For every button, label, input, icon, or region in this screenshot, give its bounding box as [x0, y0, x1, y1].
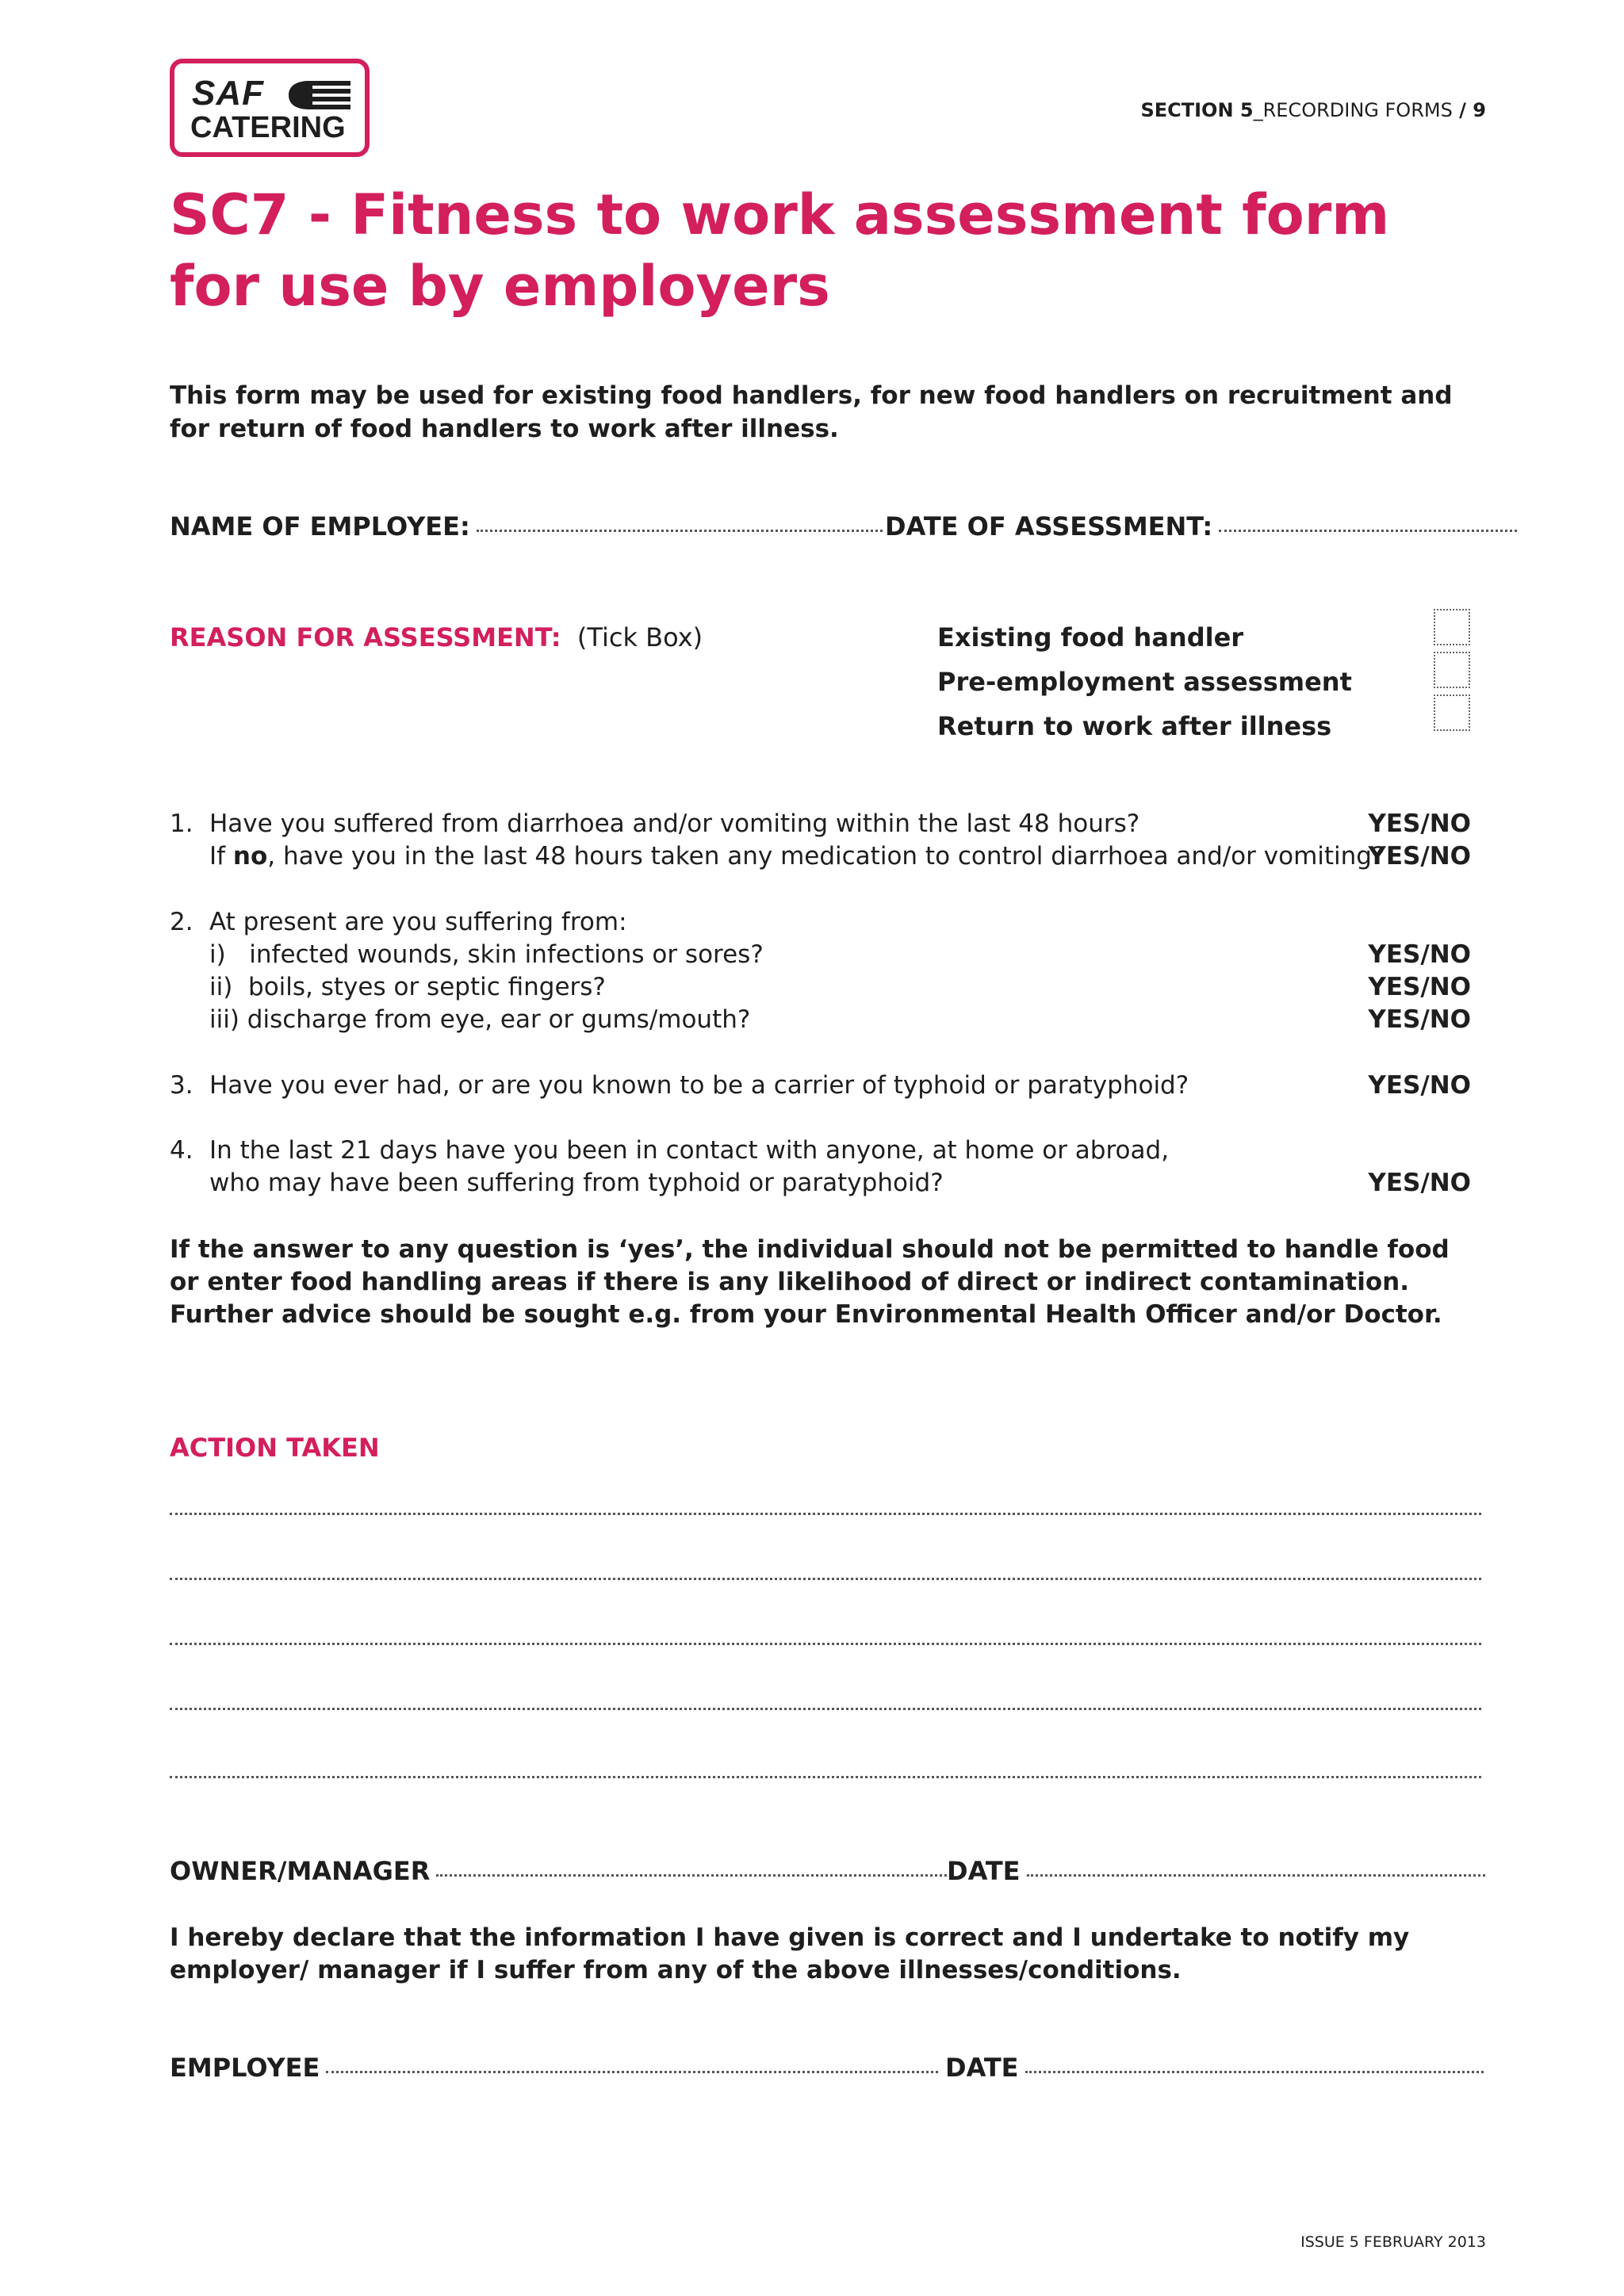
- action-line[interactable]: [170, 1776, 1481, 1778]
- question-1-followup-answer[interactable]: YES/NO: [1368, 842, 1471, 871]
- question-1-answer[interactable]: YES/NO: [1368, 809, 1471, 838]
- action-taken-label: ACTION TAKEN: [170, 1433, 380, 1463]
- manager-date-field[interactable]: [947, 1855, 1485, 1887]
- section-name: _RECORDING FORMS: [1253, 99, 1453, 121]
- owner-manager-label: OWNER/MANAGER: [170, 1856, 431, 1886]
- reason-hint: (Tick Box): [576, 622, 703, 652]
- manager-date-label: DATE: [947, 1856, 1021, 1886]
- assessment-date-line[interactable]: [1219, 530, 1517, 532]
- assessment-date-field[interactable]: [885, 511, 1517, 542]
- employee-date-field[interactable]: [945, 2052, 1484, 2084]
- question-2ii-answer[interactable]: YES/NO: [1368, 973, 1471, 1001]
- section-separator: /: [1452, 99, 1473, 121]
- tickbox-pre-employment[interactable]: [1434, 652, 1470, 688]
- employee-signature-field[interactable]: [170, 2052, 938, 2084]
- question-1-number: 1.: [170, 809, 193, 838]
- question-2i-text: i) infected wounds, skin infections or sores?: [209, 940, 764, 969]
- question-3-number: 3.: [170, 1071, 193, 1100]
- section-header: [1140, 98, 1486, 122]
- employee-name-line[interactable]: [477, 530, 883, 532]
- employee-date-line[interactable]: [1025, 2071, 1484, 2073]
- reason-label: REASON FOR ASSESSMENT:: [170, 622, 561, 652]
- safe-catering-logo: [170, 59, 370, 157]
- employee-name-field[interactable]: [170, 511, 883, 542]
- assessment-date-label: DATE OF ASSESSMENT:: [885, 511, 1213, 541]
- owner-manager-line[interactable]: [436, 1874, 952, 1877]
- employee-date-label: DATE: [945, 2053, 1019, 2083]
- question-2-number: 2.: [170, 908, 193, 936]
- logo-line2: CATERING: [190, 111, 346, 144]
- question-2iii-answer[interactable]: YES/NO: [1368, 1005, 1471, 1034]
- question-4-text: In the last 21 days have you been in contact with anyone, at home or abroad,: [209, 1136, 1170, 1165]
- question-4-number: 4.: [170, 1136, 193, 1165]
- question-3-answer[interactable]: YES/NO: [1368, 1071, 1471, 1100]
- tickbox-existing-food-handler[interactable]: [1434, 609, 1470, 645]
- question-2i-answer[interactable]: YES/NO: [1368, 940, 1471, 969]
- section-number: SECTION 5: [1140, 99, 1254, 121]
- issue-footer: ISSUE 5 FEBRUARY 2013: [1300, 2233, 1486, 2251]
- owner-manager-field[interactable]: [170, 1855, 952, 1887]
- logo-line1: SAF: [192, 74, 264, 113]
- question-1-followup: If no, have you in the last 48 hours taken any medication to control diarrhoea and/or vomiting?: [209, 842, 1385, 871]
- question-1-text: Have you suffered from diarrhoea and/or vomiting within the last 48 hours?: [209, 809, 1140, 838]
- intro-text: This form may be used for existing food handlers, for new food handlers on recruitment and for return of food handlers to work after illness.: [170, 381, 1453, 443]
- question-3-text: Have you ever had, or are you known to be a carrier of typhoid or paratyphoid?: [209, 1071, 1189, 1100]
- question-4-answer[interactable]: YES/NO: [1368, 1169, 1471, 1197]
- option-return-to-work: Return to work after illness: [937, 711, 1332, 741]
- page-title: SC7 - Fitness to work assessment form for use by employers: [170, 182, 1390, 319]
- question-2ii-text: ii) boils, styes or septic fingers?: [209, 973, 606, 1001]
- question-2iii-text: iii) discharge from eye, ear or gums/mouth?: [209, 1005, 751, 1034]
- question-4-text-continued: who may have been suffering from typhoid or paratyphoid?: [209, 1169, 944, 1197]
- option-existing-food-handler: Existing food handler: [937, 622, 1244, 652]
- employee-signature-line[interactable]: [326, 2071, 938, 2073]
- action-line[interactable]: [170, 1513, 1481, 1515]
- declaration-text: I hereby declare that the information I have given is correct and I undertake to notify my employer/ manager if I suffer from any of the above illnesses/conditions.: [170, 1923, 1410, 1984]
- manager-date-line[interactable]: [1027, 1874, 1485, 1877]
- employee-name-label: NAME OF EMPLOYEE:: [170, 511, 470, 541]
- reason-heading: [170, 622, 703, 653]
- option-pre-employment: Pre-employment assessment: [937, 667, 1352, 697]
- warning-text: If the answer to any question is ‘yes’, the individual should not be permitted to handle food or enter food handling areas if there is any likelihood of direct or indirect contamination. Further advice should be sought e.g. from your Environmental Health Officer and/or Doctor.: [170, 1235, 1450, 1329]
- question-2-text: At present are you suffering from:: [209, 908, 627, 936]
- action-line[interactable]: [170, 1643, 1481, 1645]
- fork-icon: [285, 79, 352, 111]
- employee-label: EMPLOYEE: [170, 2053, 320, 2083]
- page-number: 9: [1473, 99, 1486, 121]
- tickbox-return-to-work[interactable]: [1434, 695, 1470, 731]
- action-line[interactable]: [170, 1708, 1481, 1710]
- action-line[interactable]: [170, 1578, 1481, 1580]
